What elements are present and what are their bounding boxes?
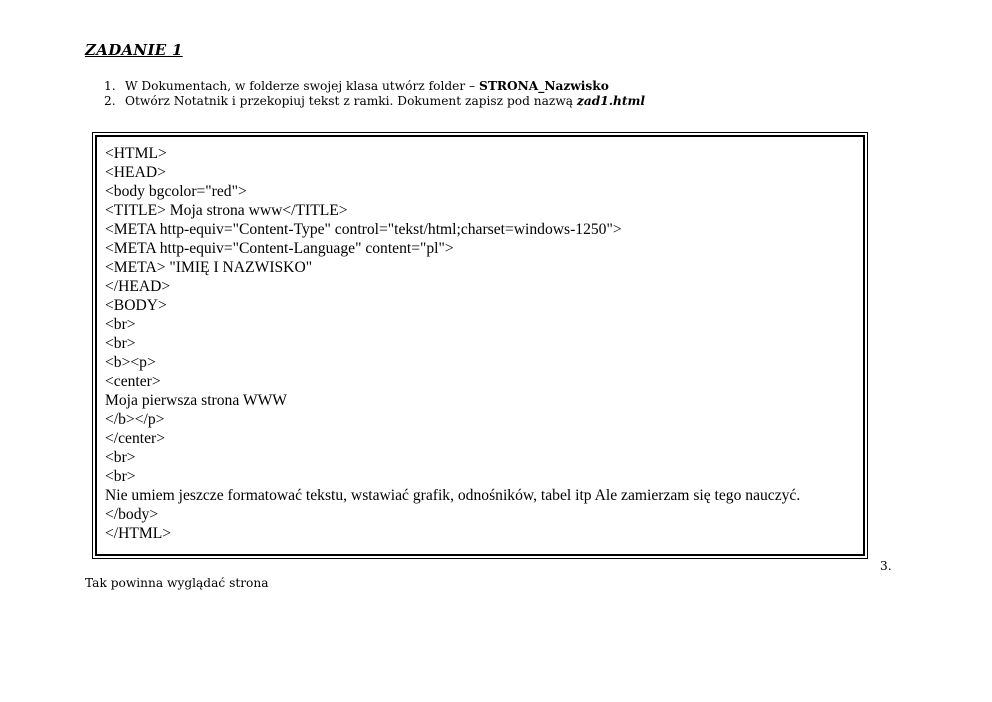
code-line: <br> (105, 316, 136, 333)
code-line: <HTML> (105, 145, 167, 162)
instruction-number: 1. (104, 79, 116, 93)
code-line: <center> (105, 373, 161, 390)
code-line: <BODY> (105, 297, 167, 314)
page-title: ZADANIE 1 (85, 41, 183, 59)
code-listing (105, 144, 800, 543)
instruction-text-plain: Otwórz Notatnik i przekopiuj tekst z ramki. Dokument zapisz pod nazwą (125, 94, 577, 108)
folder-name: STRONA_Nazwisko (479, 79, 609, 93)
code-line: <HEAD> (105, 164, 166, 181)
file-name: zad1.html (576, 94, 645, 108)
code-line: Nie umiem jeszcze formatować tekstu, wstawiać grafik, odnośników, tabel itp Ale zamierzam się tego nauczyć. (105, 487, 801, 504)
code-line: <body bgcolor="red"> (105, 183, 247, 200)
code-line: <META> "IMIĘ I NAZWISKO" (105, 259, 313, 276)
code-line: Moja pierwsza strona WWW (105, 392, 288, 409)
code-line: <TITLE> Moja strona www</TITLE> (105, 202, 348, 219)
instruction-text (125, 94, 645, 109)
instruction-list (104, 79, 645, 109)
instruction-text-plain: W Dokumentach, w folderze swojej klasa utwórz folder – (125, 79, 480, 93)
instruction-item (104, 79, 645, 94)
code-frame (92, 132, 868, 559)
caption: Tak powinna wyglądać strona (85, 576, 269, 590)
code-line: <br> (105, 335, 136, 352)
code-frame-inner (95, 135, 865, 556)
code-line: </center> (105, 430, 166, 447)
code-line: </body> (105, 506, 159, 523)
instruction-item (104, 94, 645, 109)
code-line: </b></p> (105, 411, 165, 428)
code-line: </HEAD> (105, 278, 171, 295)
code-line: <b><p> (105, 354, 156, 371)
code-line: </HTML> (105, 525, 172, 542)
instruction-text (125, 79, 609, 94)
code-line: <META http-equiv="Content-Type" control="tekst/html;charset=windows-1250"> (105, 221, 622, 238)
instruction-number-3: 3. (880, 559, 892, 573)
instruction-number: 2. (104, 94, 116, 108)
code-line: <br> (105, 449, 136, 466)
code-line: <br> (105, 468, 136, 485)
code-line: <META http-equiv="Content-Language" content="pl"> (105, 240, 454, 257)
